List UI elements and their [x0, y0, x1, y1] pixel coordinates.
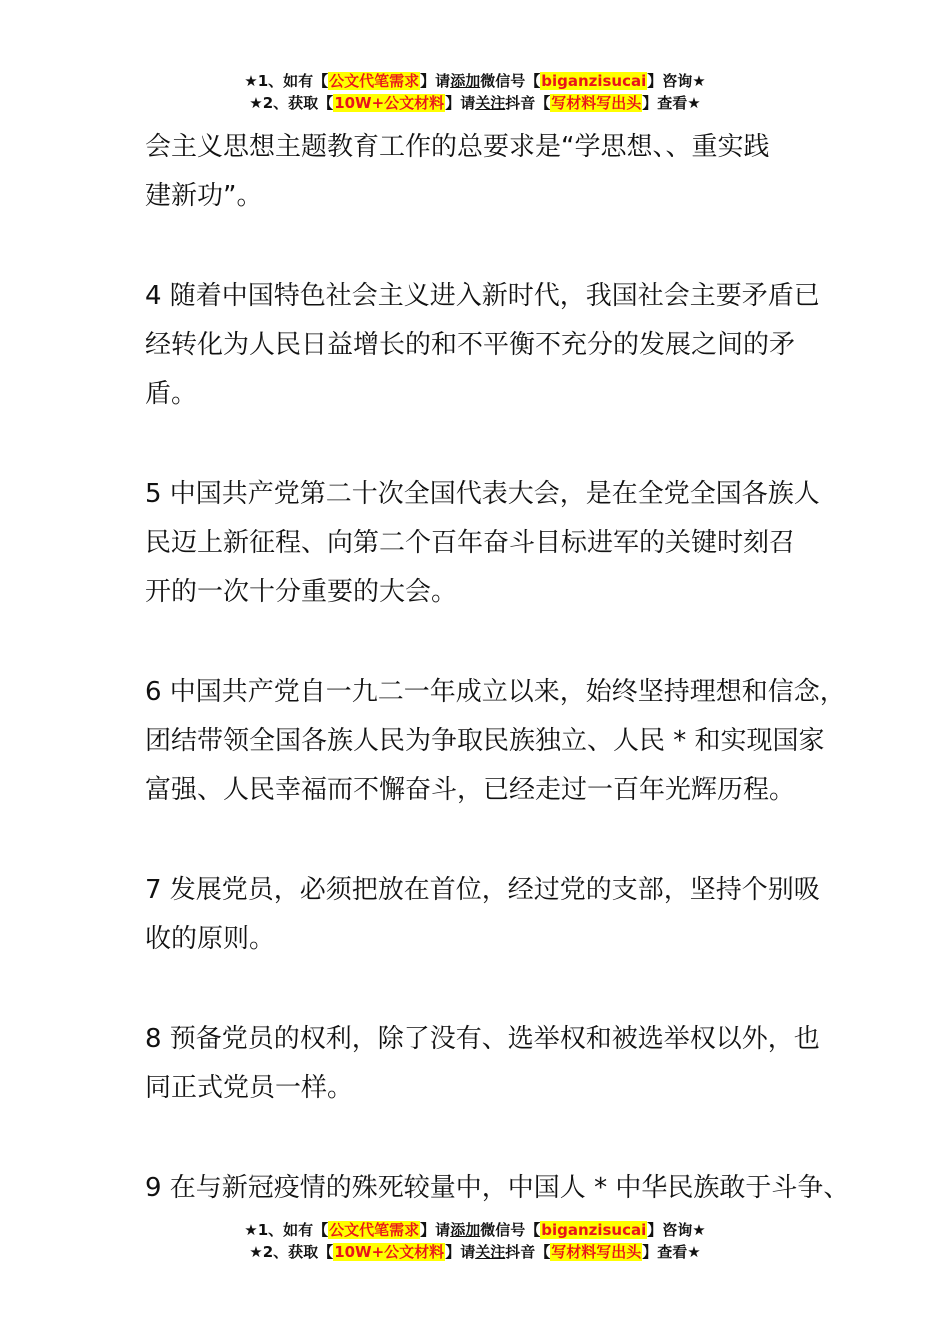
banner-line-2: ★2、获取【10W+公文材料】请关注抖音【写材料写出头】查看★	[249, 94, 701, 112]
paragraph-4: 4 随着中国特色社会主义进入新时代，我国社会主要矛盾已 经转化为人民日益增长的和不平衡不充分的发展之间的矛 盾。	[145, 281, 820, 409]
footer-highlight-service: 公文代笔需求	[329, 1221, 420, 1239]
paragraph-9: 9 在与新冠疫情的殊死较量中，中国人 * 中华民族敢于斗争、	[145, 1173, 850, 1203]
highlight-service: 公文代笔需求	[329, 72, 420, 90]
paragraph-6: 6 中国共产党自一九二一年成立以来，始终坚持理想和信念， 团结带领全国各族人民为争取民族独立、人民 * 和实现国家 富强、人民幸福而不懈奋斗，已经走过一百年光辉历程。	[145, 677, 846, 805]
paragraph-5: 5 中国共产党第二十次全国代表大会，是在全党全国各族人 民迈上新征程、向第二个百年奋斗目标进军的关键时刻召 开的一次十分重要的大会。	[145, 479, 820, 607]
footer-banner	[0, 1219, 950, 1263]
footer-banner-line-1: ★1、如有【公文代笔需求】请添加微信号【biganzisucai】咨询★	[244, 1221, 706, 1239]
paragraph-3-continued: 会主义思想主题教育工作的总要求是“学思想、、重实践 建新功”。	[145, 132, 770, 211]
banner-line-1: ★1、如有【公文代笔需求】请添加微信号【biganzisucai】咨询★	[244, 72, 706, 90]
footer-highlight-douyin-account: 写材料写出头	[551, 1243, 642, 1261]
paragraph-7: 7 发展党员，必须把放在首位，经过党的支部，坚持个别吸 收的原则。	[145, 875, 820, 954]
paragraph-8: 8 预备党员的权利，除了没有、选举权和被选举权以外，也 同正式党员一样。	[145, 1024, 820, 1103]
footer-highlight-wechat-id: biganzisucai	[541, 1221, 647, 1239]
footer-highlight-materials: 10W+公文材料	[334, 1243, 445, 1261]
footer-banner-line-2: ★2、获取【10W+公文材料】请关注抖音【写材料写出头】查看★	[249, 1243, 701, 1261]
document-body	[145, 123, 850, 1213]
highlight-materials: 10W+公文材料	[334, 94, 445, 112]
header-banner	[0, 70, 950, 114]
highlight-douyin-account: 写材料写出头	[551, 94, 642, 112]
highlight-wechat-id: biganzisucai	[541, 72, 647, 90]
